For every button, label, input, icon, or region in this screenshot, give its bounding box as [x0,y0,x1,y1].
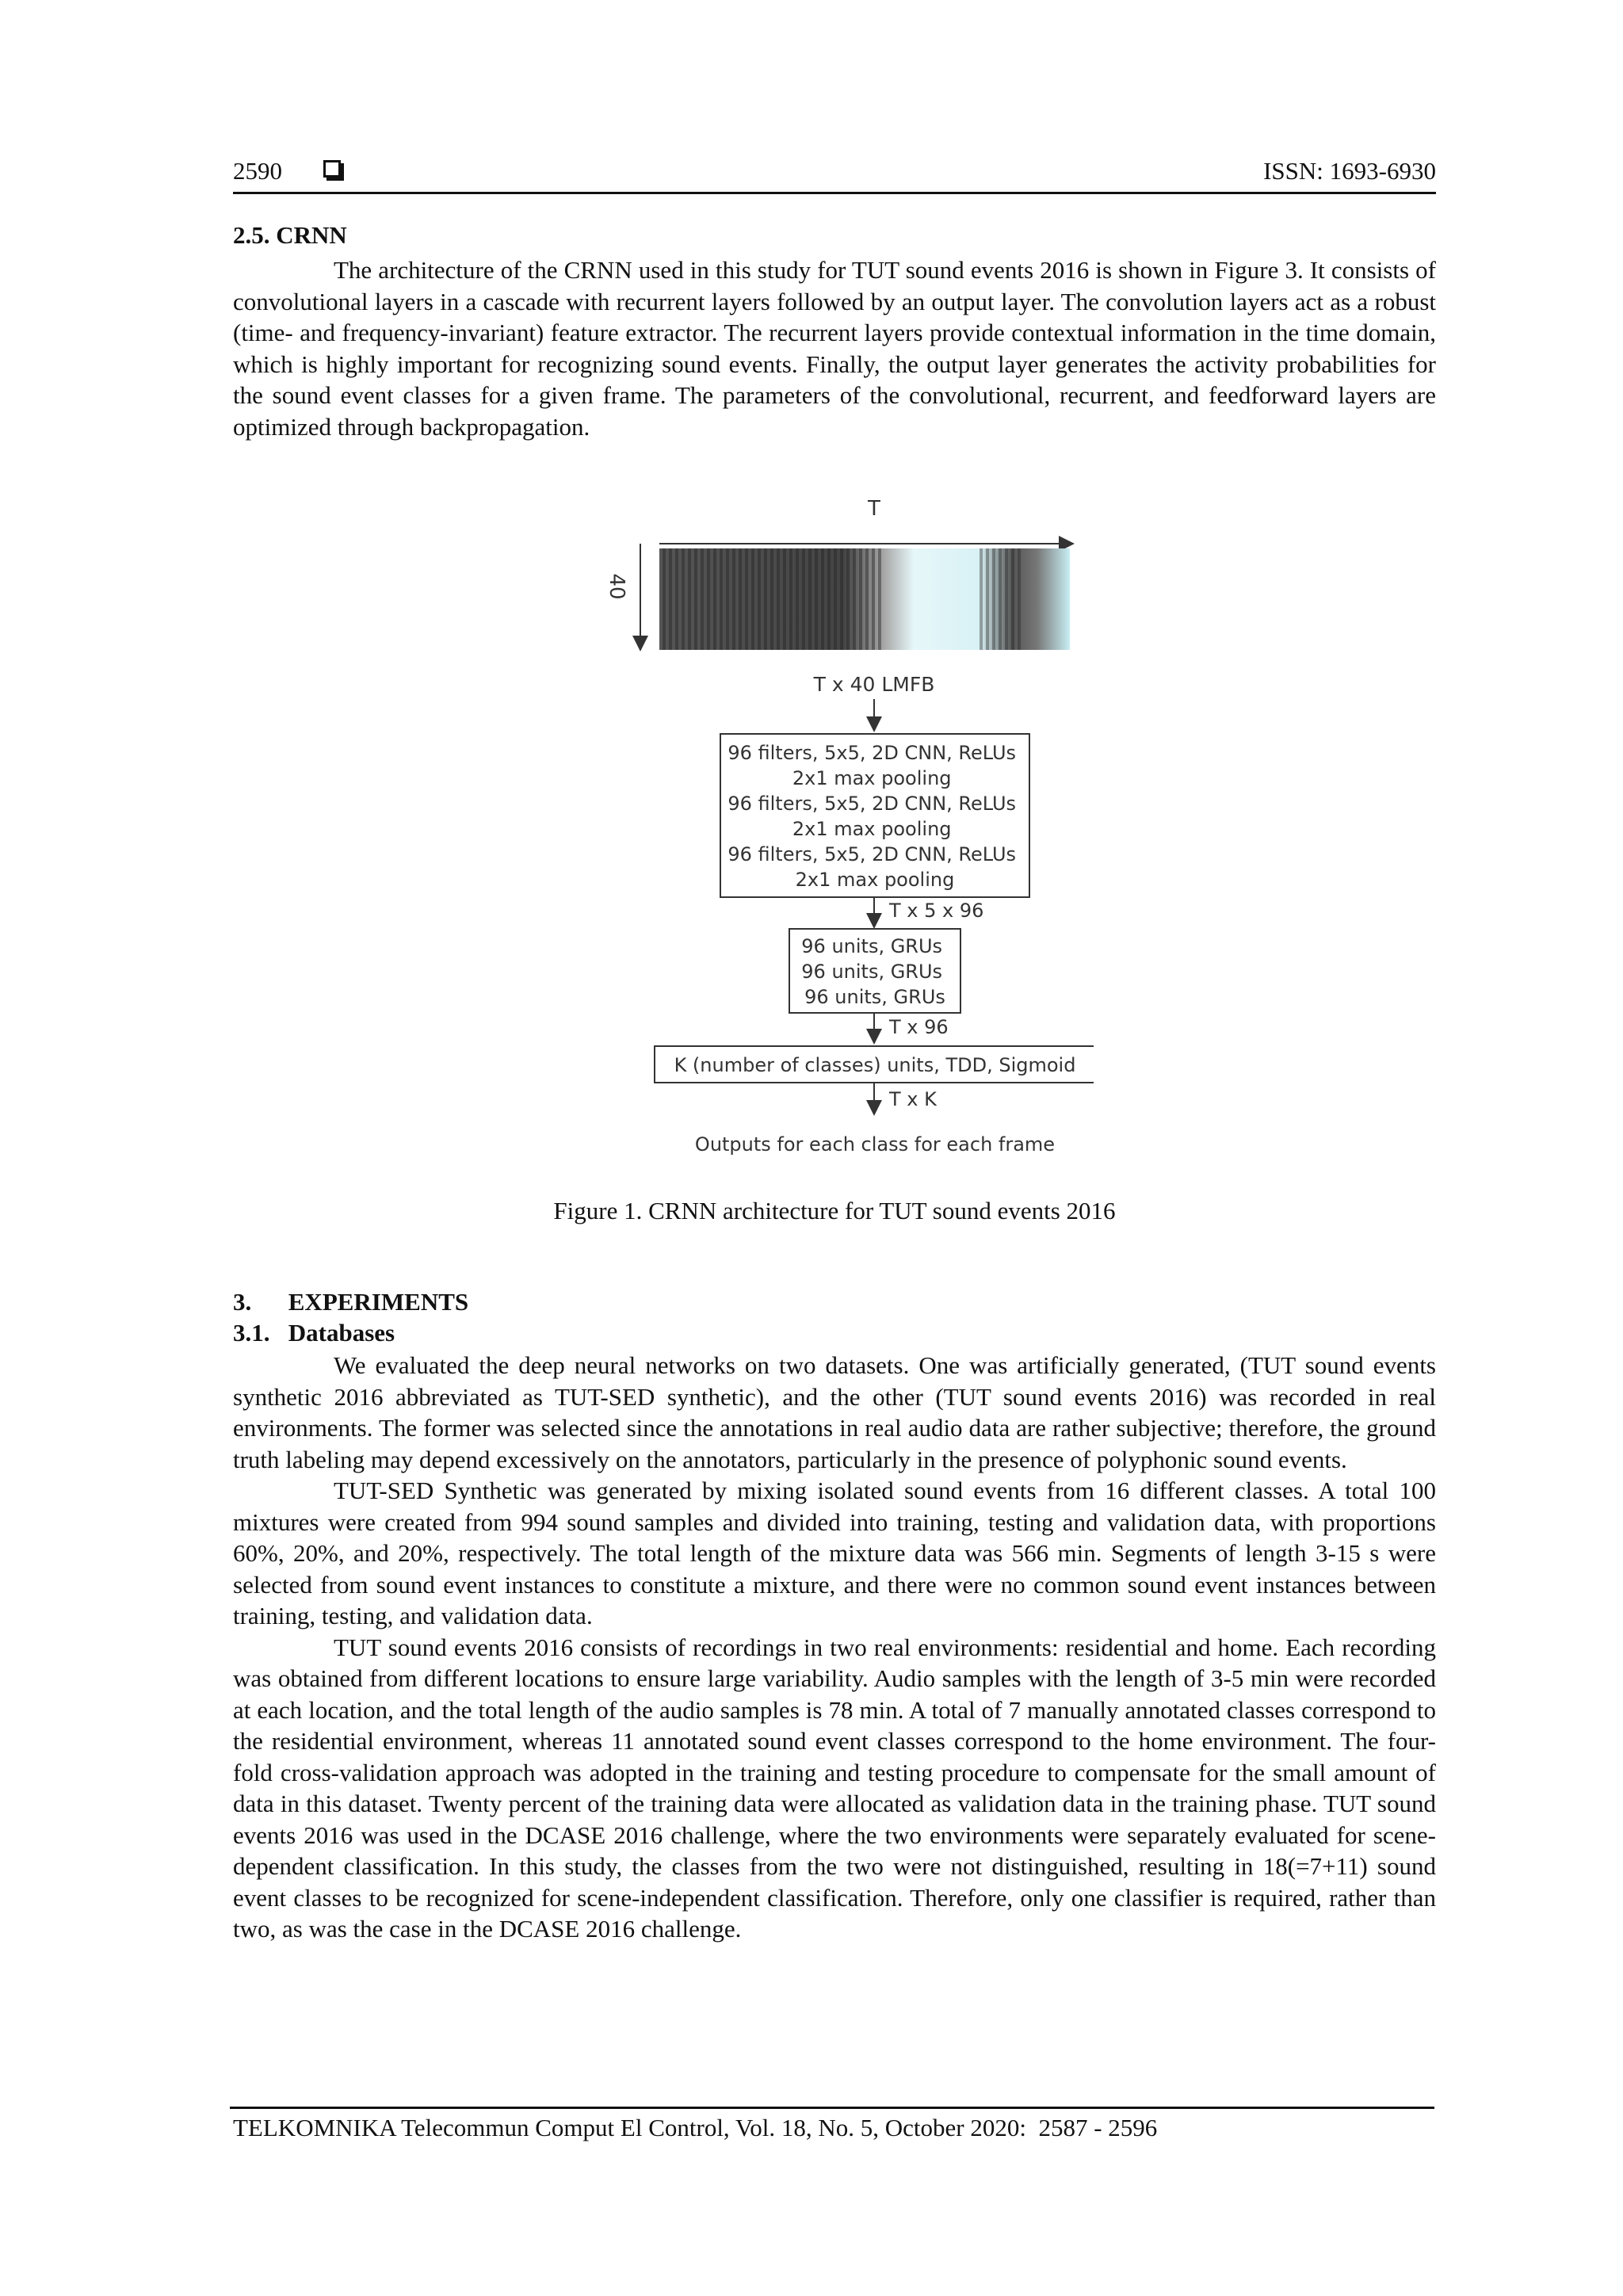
page-footer: TELKOMNIKA Telecommun Comput El Control, Vol. 18, No. 5, October 2020: 2587 - 2596 [233,2114,1158,2141]
page-header [233,157,1436,192]
freq-axis-label: 40 [605,573,628,600]
spectrogram-texture [659,548,881,650]
checkbox-square-icon [323,160,341,178]
paragraph-datasets: We evaluated the deep neural networks on two datasets. One was artificially generated, (TUT sound events synthetic 2016 abbreviated as TUT-SED synthetic), and the other (TUT sound events 2016) was recorded in real environments. The former was selected since the annotations in real audio data are rather subjective; therefore, the ground truth labeling may depend excessively on the annotators, particularly in the presence of polyphonic sound events. [233,1351,1436,1473]
cnn-out-label: T x 5 x 96 [889,900,984,922]
section-heading-2-5: 2.5. CRNN [233,221,347,249]
output-caption: Outputs for each class for each frame [694,1133,1056,1156]
header-rule [233,192,1436,194]
paragraph-crnn: The architecture of the CRNN used in this study for TUT sound events 2016 is shown in Figure 3. It consists of convolutional layers in a cascade with recurrent layers followed by an output layer. The convolution layers act as a robust (time- and frequency-invariant) feature extractor. The recurrent layers provide contextual information in the time domain, which is highly important for recognizing sound events. Finally, the output layer generates the activity probabilities for the sound event classes for a given frame. The parameters of the convolutional, recurrent, and feedforward layers are optimized through backpropagation. [233,256,1436,441]
spectrogram-texture-2 [976,548,1024,650]
cnn-block-text: 96 filters, 5x5, 2D CNN, ReLUs 2x1 max pooling 96 filters, 5x5, 2D CNN, ReLUs 2x1 max pooling 96 filters, 5x5, 2D CNN, ReLUs 2x1 max pooling [727,742,1017,891]
page-number: 2590 [233,157,282,185]
output-dim-label: T x K [889,1088,937,1110]
input-dim-label: T x 40 LMFB [813,673,935,696]
paragraph-tut-sound-events: TUT sound events 2016 consists of recordings in two real environments: residential and home. Each recording was obtained from different locations to ensure large variability. Audio samples with the length of 3-5 min were recorded at each location, and the total length of the audio samples is 78 min. A total of 7 manually annotated classes correspond to the residential environment, whereas 11 annotated sound event classes correspond to the home environment. The four-fold cross-validation approach was adopted in the training and testing procedure to compensate for the small amount of data in this dataset. Twenty percent of the training data were allocated as validation data in the training phase. TUT sound events 2016 was used in the DCASE 2016 challenge, where the two environments were separately evaluated for scene-dependent classification. In this study, the classes from the two were not distinguished, resulting in 18(=7+11) sound event classes to be recognized for scene-independent classification. Therefore, only one classifier is required, rather than two, as was the case in the DCASE 2016 challenge. [233,1633,1436,1943]
section-heading-3-1: 3.1. Databases [233,1319,395,1347]
crnn-figure [586,491,1094,1173]
section-heading-3: 3. EXPERIMENTS [233,1288,469,1316]
gru-out-label: T x 96 [889,1016,949,1038]
issn-label: ISSN: 1693-6930 [1263,157,1436,185]
time-axis-label: T [868,497,880,521]
gru-block-text: 96 units, GRUs 96 units, GRUs 96 units, GRUs [801,935,945,1008]
paragraph-tut-sed-synthetic: TUT-SED Synthetic was generated by mixing isolated sound events from 16 different classes. A total 100 mixtures were created from 994 sound samples and divided into training, testing and validation data, with proportions 60%, 20%, and 20%, respectively. The total length of the mixture data was 566 min. Segments of length 3-15 s were selected from sound event instances to constitute a mixture, and there were no common sound event instances between training, testing, and validation data. [233,1477,1436,1629]
footer-rule [230,2107,1434,2109]
databases-body [233,1350,1436,1945]
output-block-text: K (number of classes) units, TDD, Sigmoid [674,1054,1076,1076]
figure-caption: Figure 1. CRNN architecture for TUT sound events 2016 [553,1197,1116,1224]
